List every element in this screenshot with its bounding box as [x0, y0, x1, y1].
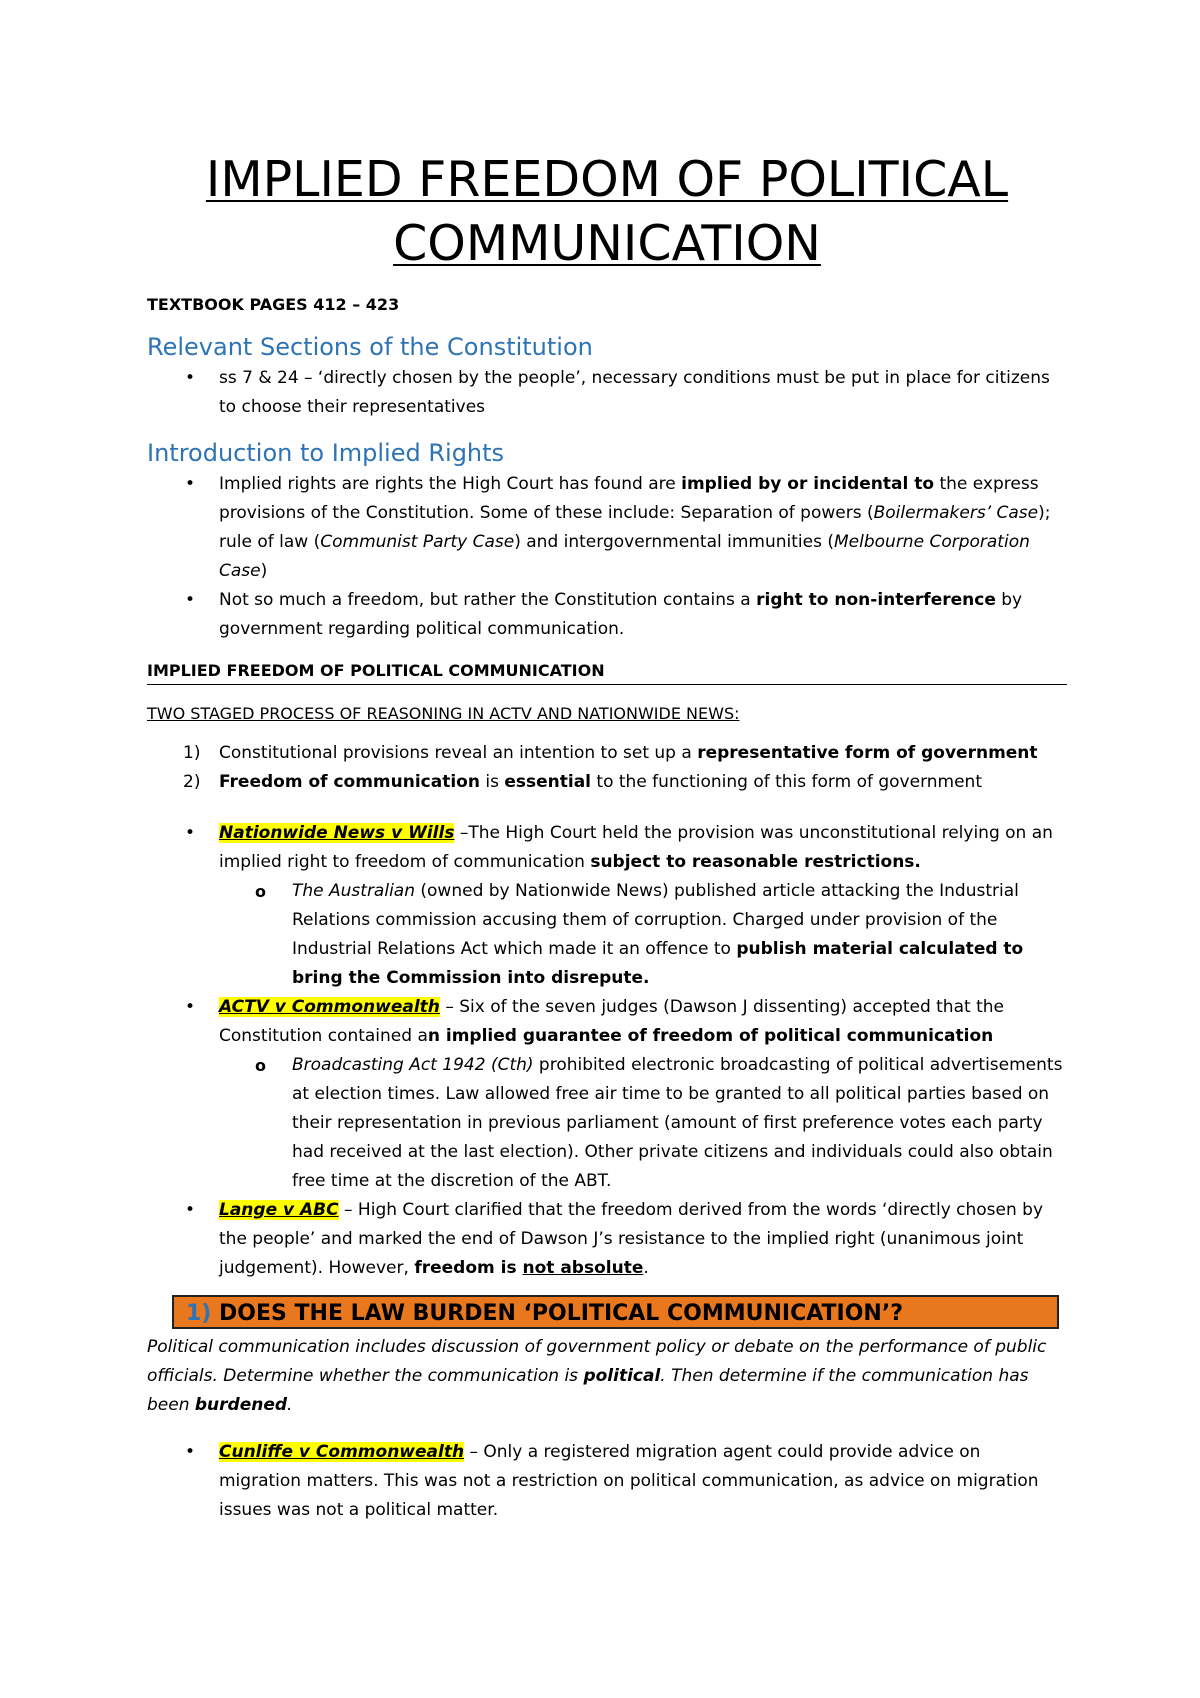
text-run: Implied rights are rights the High Court has found are: [219, 474, 682, 494]
text-run: the express provisions of the Constitution. Some of these include: Separation of powers (: [219, 474, 1039, 523]
text-run: to the functioning of this form of government: [591, 772, 982, 792]
text-run: n implied guarantee of freedom of political communication: [427, 1026, 994, 1046]
document-content: [147, 148, 1067, 1525]
banner-number: 1): [186, 1301, 212, 1326]
text-run: representative form of government: [697, 743, 1038, 763]
banner-heading: DOES THE LAW BURDEN ‘POLITICAL COMMUNICATION’?: [211, 1301, 903, 1326]
numbered-item: [147, 739, 1067, 768]
bullet-icon: •: [185, 474, 196, 494]
text-run: subject to reasonable restrictions.: [590, 852, 921, 872]
sub-bullet-icon: o: [255, 1056, 266, 1075]
list-item: [147, 586, 1067, 644]
item-number: 2): [183, 772, 201, 792]
list-item: [147, 470, 1067, 586]
text-run: Freedom of communication: [219, 772, 480, 792]
text-run: Political communication includes discussion of government policy or debate on the performance of public officials. Determine whether the communication is: [147, 1337, 1047, 1386]
bullet-icon: •: [185, 1200, 196, 1220]
text-run: Constitutional provisions reveal an intention to set up a: [219, 743, 698, 763]
text-run: .: [287, 1395, 293, 1415]
implied-rights-list: [147, 470, 1067, 644]
text-run: .: [643, 1258, 649, 1278]
text-run: – High Court clarified that the freedom derived from the words ‘directly chosen by the people’ and marked the end of Dawson J’s resistance to the implied right (unanimous joint judgement). However,: [219, 1200, 1044, 1278]
cases-list: [147, 819, 1067, 1283]
case-highlight: ACTV v Commonwealth: [219, 997, 440, 1017]
text-run: is: [479, 772, 505, 792]
text-run: by government regarding political communication.: [219, 590, 1023, 639]
text-run: Not so much a freedom, but rather the Constitution contains a: [219, 590, 757, 610]
heading-implied-rights: Introduction to Implied Rights: [147, 439, 505, 467]
case-highlight: Lange v ABC: [219, 1200, 339, 1220]
text-run: essential: [504, 772, 591, 792]
burden-banner: [172, 1295, 1059, 1329]
text-run: not absolute: [522, 1258, 644, 1278]
text-run: – Only a registered migration agent could provide advice on migration matters. This was not a restriction on political communication, as advice on migration issues was not a political matter.: [219, 1442, 1039, 1520]
numbered-list: [147, 739, 1067, 797]
bullet-icon: •: [185, 590, 196, 610]
text-run: publish material calculated to bring the Commission into disrepute.: [292, 939, 1024, 988]
text-run: ) and intergovernmental immunities (: [514, 532, 834, 552]
title-line-1: IMPLIED FREEDOM OF POLITICAL: [205, 151, 1009, 208]
case-item-actv: [147, 993, 1067, 1051]
text-run: ): [260, 561, 268, 581]
text-run: burdened: [194, 1395, 288, 1415]
textbook-pages: TEXTBOOK PAGES 412 – 423: [147, 295, 400, 314]
sub-list-item: [147, 877, 1067, 993]
case-item-cunliffe: [147, 1438, 1067, 1525]
bullet-icon: •: [185, 997, 196, 1017]
case-name: Communist Party Case: [320, 532, 515, 552]
case-highlight: Cunliffe v Commonwealth: [219, 1442, 465, 1462]
sub-bullet-icon: o: [255, 882, 266, 901]
burden-cases-list: [147, 1438, 1067, 1525]
item-number: 1): [183, 743, 201, 763]
text-run: . Then determine if the communication has been: [147, 1366, 1029, 1415]
title-line-2: COMMUNICATION: [393, 215, 821, 272]
case-item-nationwide: [147, 819, 1067, 877]
text-run: freedom is: [414, 1258, 523, 1278]
text-run: right to non-interference: [756, 590, 996, 610]
heading-constitution: Relevant Sections of the Constitution: [147, 333, 593, 361]
case-name: Melbourne Corporation Case: [219, 532, 1030, 581]
text-run: ); rule of law (: [219, 503, 1051, 552]
bullet-text: ss 7 & 24 – ‘directly chosen by the people’, necessary conditions must be put in place for citizens to choose their representatives: [219, 368, 1050, 417]
heading-ifpc: IMPLIED FREEDOM OF POLITICAL COMMUNICATION: [147, 660, 1067, 685]
text-run: political: [583, 1366, 661, 1386]
list-item: [147, 364, 1067, 422]
page-title: [147, 148, 1067, 276]
text-run: prohibited electronic broadcasting of political advertisements at election times. Law allowed free air time to be granted to all political parties based on their representation in previous parliament (amount of first preference votes each party had received at the last election). Other private citizens and individuals could also obtain free time at the discretion of the ABT.: [292, 1055, 1063, 1191]
numbered-item: [147, 768, 1067, 797]
bullet-icon: •: [185, 823, 196, 843]
case-highlight: Nationwide News v Wills: [219, 823, 455, 843]
burden-intro: [147, 1333, 1067, 1420]
text-run: implied by or incidental to: [681, 474, 935, 494]
text-run: The Australian: [292, 881, 415, 901]
text-run: – Six of the seven judges (Dawson J dissenting) accepted that the Constitution contained a: [219, 997, 1004, 1046]
sub-list-item: [147, 1051, 1067, 1196]
staged-process-heading: TWO STAGED PROCESS OF REASONING IN ACTV AND NATIONWIDE NEWS:: [147, 704, 740, 723]
case-item-lange: [147, 1196, 1067, 1283]
case-name: Boilermakers’ Case: [873, 503, 1039, 523]
text-run: –The High Court held the provision was unconstitutional relying on an implied right to freedom of communication: [219, 823, 1053, 872]
bullet-icon: •: [185, 368, 196, 388]
text-run: Broadcasting Act 1942 (Cth): [292, 1055, 534, 1075]
text-run: (owned by Nationwide News) published article attacking the Industrial Relations commission accusing them of corruption. Charged under provision of the Industrial Relations Act which made it an offence to: [292, 881, 1019, 959]
bullet-icon: •: [185, 1442, 196, 1462]
constitution-list: [147, 364, 1067, 422]
